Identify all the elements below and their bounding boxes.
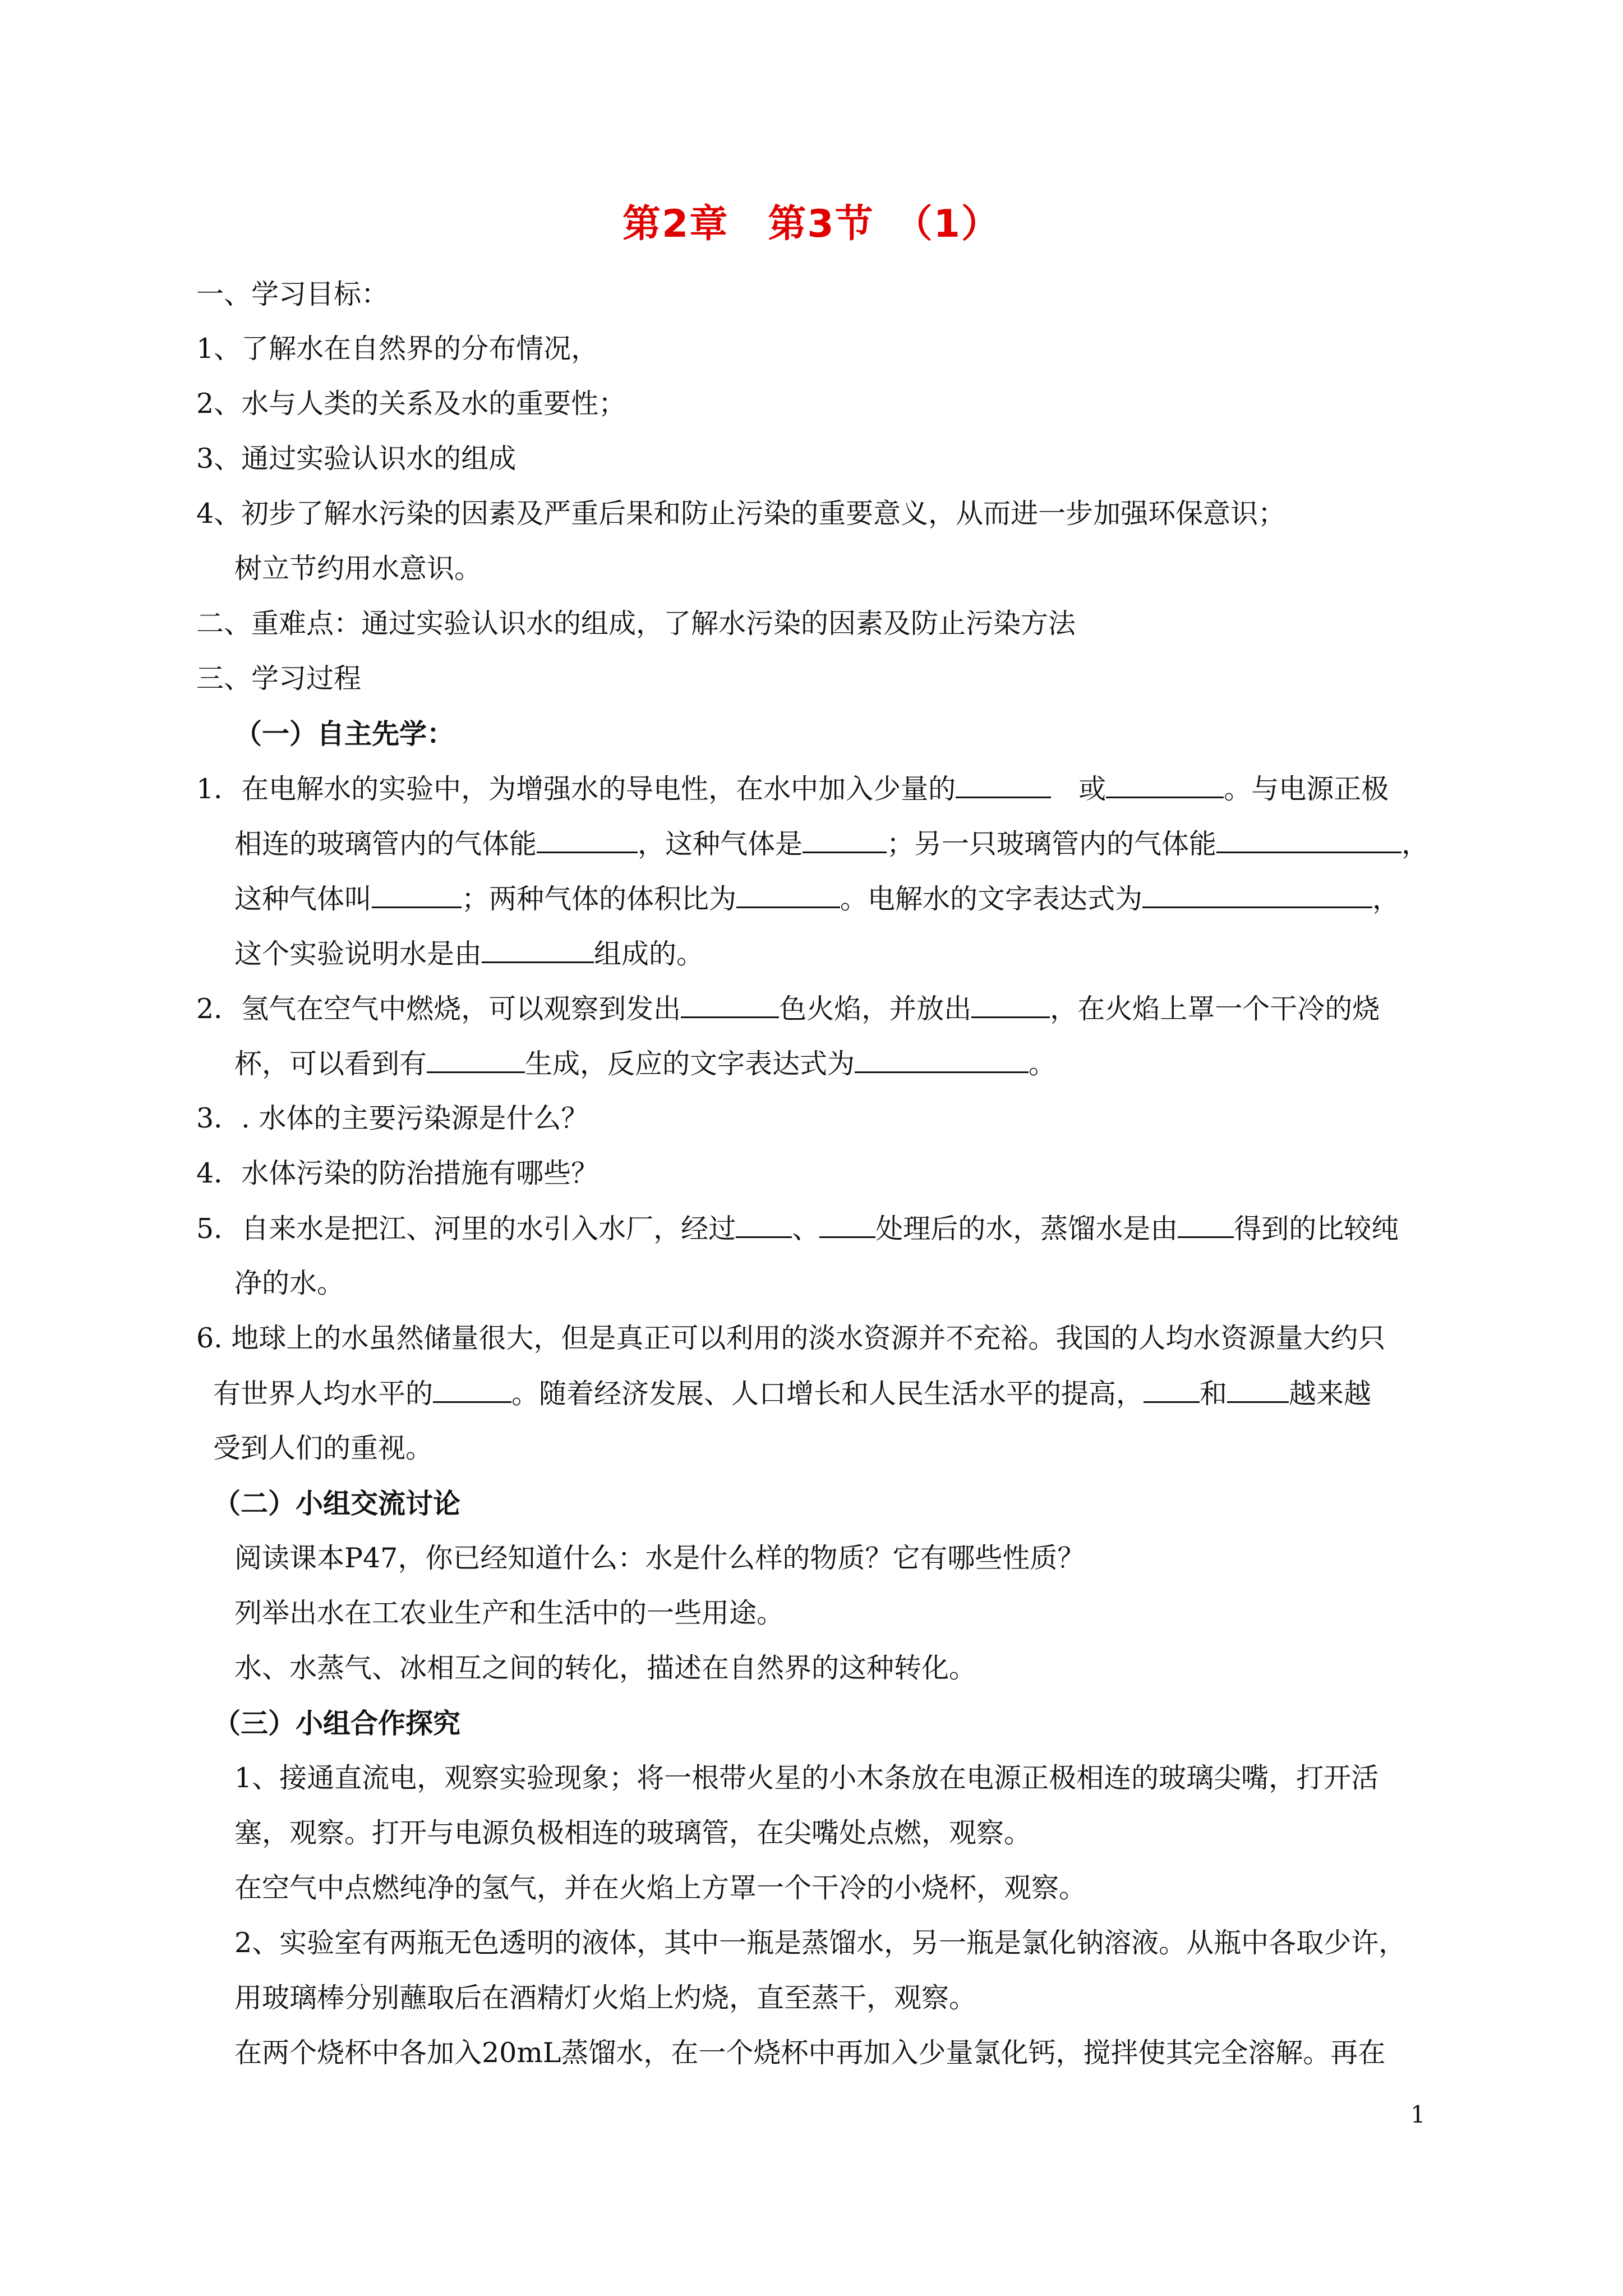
- answer-blank: [855, 1047, 1029, 1073]
- answer-blank: [971, 992, 1050, 1018]
- question-1-line-2: 相连的玻璃管内的气体能 ，这种气体是 ；另一只玻璃管内的气体能 ，: [234, 828, 1430, 860]
- objective-4: 4、初步了解水污染的因素及严重后果和防止污染的重要意义，从而进一步加强环保意识；: [196, 498, 1286, 530]
- answer-blank: [1227, 1377, 1289, 1403]
- answer-blank: [1216, 827, 1401, 853]
- group-discussion-heading: （二）小组交流讨论: [213, 1487, 461, 1520]
- inquiry-line-1: 1、接通直流电，观察实验现象；将一根带火星的小木条放在电源正极相连的玻璃尖嘴，打开活: [234, 1762, 1379, 1794]
- answer-blank: [819, 1212, 875, 1238]
- inquiry-line-3: 在空气中点燃纯净的氢气，并在火焰上方罩一个干冷的小烧杯，观察。: [234, 1872, 1087, 1904]
- discussion-item-1: 阅读课本P47，你已经知道什么：水是什么样的物质？它有哪些性质？: [234, 1542, 1085, 1574]
- question-5-line-2: 净的水。: [234, 1267, 345, 1299]
- answer-blank: [1142, 882, 1372, 908]
- question-6-line-3: 受到人们的重视。: [213, 1432, 434, 1464]
- answer-blank: [482, 937, 594, 963]
- answer-blank: [1106, 772, 1224, 798]
- answer-blank: [372, 882, 462, 908]
- question-3: 3．. 水体的主要污染源是什么？: [196, 1102, 589, 1134]
- answer-blank: [681, 992, 779, 1018]
- group-inquiry-heading: （三）小组合作探究: [213, 1707, 461, 1740]
- self-study-heading: （一）自主先学：: [234, 717, 455, 750]
- inquiry-line-2: 塞，观察。打开与电源负极相连的玻璃管，在尖嘴处点燃，观察。: [234, 1817, 1032, 1849]
- answer-blank: [956, 772, 1051, 798]
- inquiry-line-4: 2、实验室有两瓶无色透明的液体，其中一瓶是蒸馏水，另一瓶是氯化钠溶液。从瓶中各取少许，: [234, 1927, 1407, 1959]
- answer-blank: [427, 1047, 525, 1073]
- objective-1: 1、了解水在自然界的分布情况，: [196, 333, 599, 365]
- question-1-line-1: 1．在电解水的实验中，为增强水的导电性，在水中加入少量的 或 。与电源正极: [196, 773, 1389, 805]
- page-number: 1: [1410, 2101, 1426, 2128]
- objectives-heading: 一、学习目标：: [196, 278, 389, 310]
- answer-blank: [736, 1212, 792, 1238]
- discussion-item-3: 水、水蒸气、冰相互之间的转化，描述在自然界的这种转化。: [234, 1652, 977, 1684]
- key-points: 二、重难点：通过实验认识水的组成，了解水污染的因素及防止污染方法: [196, 608, 1076, 639]
- answer-blank: [537, 827, 638, 853]
- question-1-line-3: 这种气体叫 ；两种气体的体积比为 。电解水的文字表达式为 ，: [234, 883, 1400, 915]
- inquiry-line-6: 在两个烧杯中各加入20mL蒸馏水，在一个烧杯中再加入少量氯化钙，搅拌使其完全溶解。再在: [234, 2037, 1386, 2069]
- question-2-line-2: 杯，可以看到有 生成，反应的文字表达式为 。: [234, 1048, 1057, 1080]
- question-5-line-1: 5．自来水是把江、河里的水引入水厂，经过 、 处理后的水，蒸馏水是由 得到的比较纯: [196, 1213, 1399, 1245]
- question-6-line-1: 6. 地球上的水虽然储量很大，但是真正可以利用的淡水资源并不充裕。我国的人均水资源量大约只: [196, 1322, 1386, 1354]
- objective-4-cont: 树立节约用水意识。: [234, 553, 482, 585]
- discussion-item-2: 列举出水在工农业生产和生活中的一些用途。: [234, 1597, 785, 1629]
- answer-blank: [433, 1377, 511, 1403]
- page-title: 第2章 第3节 （1）: [623, 202, 1000, 246]
- objective-3: 3、通过实验认识水的组成: [196, 443, 517, 475]
- question-4: 4．水体污染的防治措施有哪些？: [196, 1157, 599, 1189]
- answer-blank: [1144, 1377, 1200, 1403]
- question-1-line-4: 这个实验说明水是由 组成的。: [234, 938, 704, 970]
- process-heading: 三、学习过程: [196, 662, 362, 694]
- answer-blank: [803, 827, 887, 853]
- objective-2: 2、水与人类的关系及水的重要性；: [196, 388, 626, 420]
- question-2-line-1: 2．氢气在空气中燃烧，可以观察到发出 色火焰，并放出 ，在火焰上罩一个干冷的烧: [196, 993, 1380, 1025]
- inquiry-line-5: 用玻璃棒分别蘸取后在酒精灯火焰上灼烧，直至蒸干，观察。: [234, 1982, 977, 2014]
- question-6-line-2: 有世界人均水平的 。随着经济发展、人口增长和人民生活水平的提高， 和 越来越: [213, 1378, 1372, 1410]
- answer-blank: [1178, 1212, 1234, 1238]
- answer-blank: [736, 882, 840, 908]
